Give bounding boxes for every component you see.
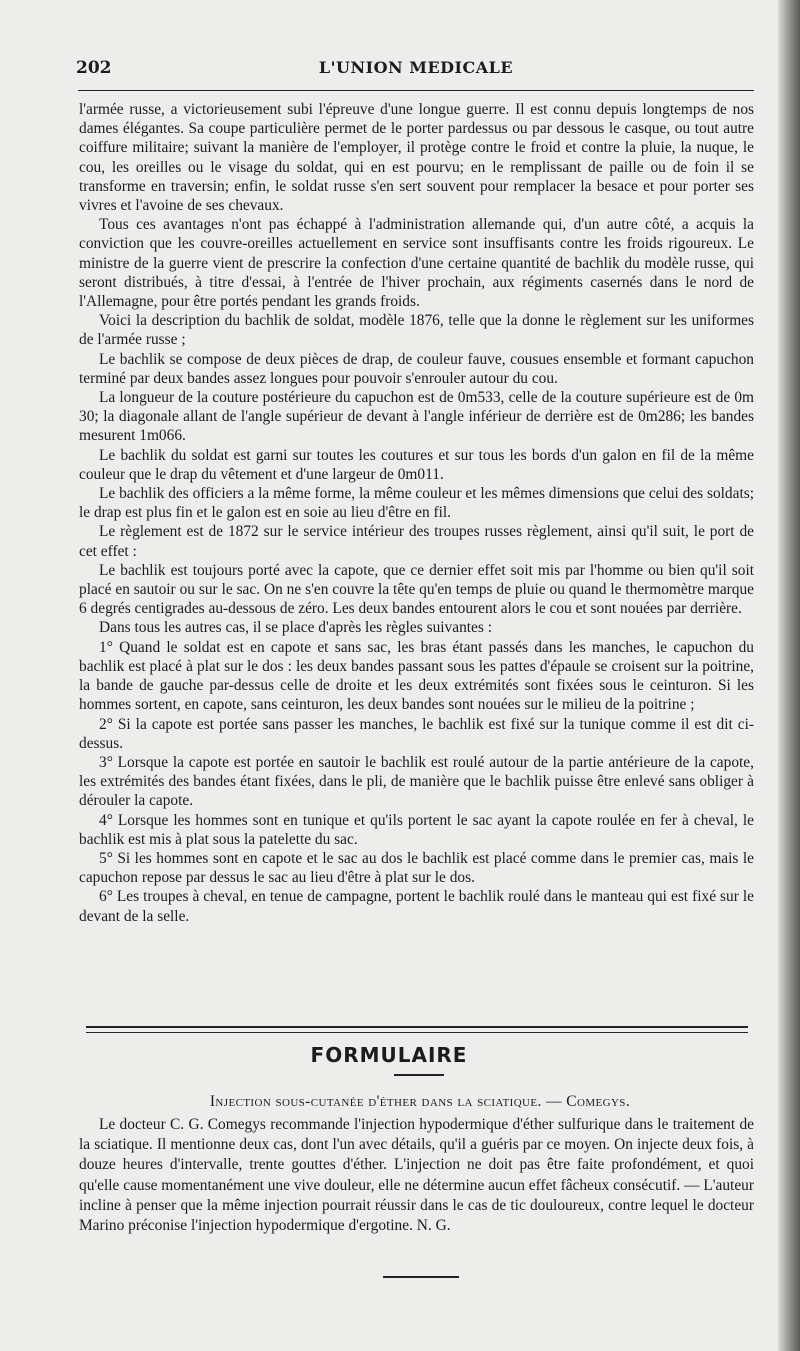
- paragraph: Le bachlik est toujours porté avec la capote, que ce dernier effet soit mis par l'homme ou bien qu'il soit placé en sautoir ou sur le sac. On ne s'en couvre la tête qu'en temps de pluie ou quand le thermomètre marque 6 degrés centigrades au-dessous de zéro. Les deux bandes entourent alors le cou et sont nouées par derrière.: [79, 561, 754, 618]
- paragraph: 1° Quand le soldat est en capote et sans sac, les bras étant passés dans les manches, le capuchon du bachlik est placé à plat sur le dos : les deux bandes passant sous les pattes d'épaule se croisent sur la poitrine, la bande de gauche par-dessus celle de droite et les deux extrémités sont fixées sous le ceinturon. Si les hommes sortent, en capote, sans ceinturon, les deux bandes sont nouées sur le milieu de la poitrine ;: [79, 638, 754, 714]
- paragraph: l'armée russe, a victorieusement subi l'épreuve d'une longue guerre. Il est connu depuis longtemps de nos dames élégantes. Sa coupe particulière permet de le porter pardessus ou par dessous le casque, ou tout autre coiffure militaire; suivant la manière de l'employer, il protège contre le froid et contre la pluie, la nuque, le cou, les oreilles ou le visage du soldat, qui en est pourvu; en le remplissant de paille ou de foin il se transforme en traversin; enfin, le soldat russe s'en sert souvent pour remplacer la besace et pour porter ses vivres et l'avoine de ses chevaux.: [79, 101, 754, 215]
- paragraph: Le règlement est de 1872 sur le service intérieur des troupes russes règlement, ainsi qu'il suit, le port de cet effet :: [79, 523, 754, 560]
- paragraph: 6° Les troupes à cheval, en tenue de campagne, portent le bachlik roulé dans le manteau qui est fixé sur le devant de la selle.: [79, 888, 754, 925]
- paragraph: 3° Lorsque la capote est portée en sautoir le bachlik est roulé autour de la partie antérieure de la capote, les extrémités des bandes étant fixées, dans le pli, de manière que le bachlik puisse être enlevé sans obliger à dérouler la capote.: [79, 753, 754, 810]
- paragraph: Le bachlik des officiers a la même forme, la même couleur et les mêmes dimensions que celui des soldats; le drap est plus fin et le galon est en soie au lieu d'être en fil.: [79, 485, 754, 522]
- paragraph: Le docteur C. G. Comegys recommande l'injection hypodermique d'éther sulfurique dans le traitement de la sciatique. Il mentionne deux cas, dont l'un avec détails, qu'il a guéris par ce moyen. On injecte deux fois, à douze heures d'intervalle, trente gouttes d'éther. L'injection ne doit pas être faite profondément, et quoi qu'elle cause momentanément une vive douleur, elle ne détermine aucun effet fâcheux consécutif. — L'auteur incline à penser que la même injection pourrait réussir dans le cas de tic douloureux, contre lequel le docteur Marino préconise l'injection hypodermique d'ergotine. N. G.: [79, 1116, 754, 1235]
- paragraph: Le bachlik se compose de deux pièces de drap, de couleur fauve, cousues ensemble et formant capuchon terminé par deux bandes assez longues pour pouvoir s'enrouler autour du cou.: [79, 350, 754, 387]
- end-rule: [383, 1276, 459, 1278]
- article-body: [79, 100, 754, 926]
- paragraph: 5° Si les hommes sont en capote et le sac au dos le bachlik est placé comme dans le premier cas, mais le capuchon repose par dessus le sac au lieu d'être à plat sur le dos.: [79, 849, 754, 887]
- page-edge: [778, 0, 800, 1351]
- paragraph: 2° Si la capote est portée sans passer les manches, le bachlik est fixé sur la tunique comme il est dit ci-dessus.: [79, 715, 754, 752]
- journal-title: L'UNION MEDICALE: [318, 58, 514, 77]
- paragraph: Le bachlik du soldat est garni sur toutes les coutures et sur tous les bords d'un galon en fil de la même couleur que le drap du vêtement et d'une largeur de 0m011.: [79, 446, 754, 483]
- formulaire-text: [79, 1115, 754, 1236]
- paragraph: Voici la description du bachlik de soldat, modèle 1876, telle que la donne le règlement sur les uniformes de l'armée russe ;: [79, 312, 754, 349]
- paragraph: Tous ces avantages n'ont pas échappé à l'administration allemande qui, d'un autre côté, a acquis la conviction que les couvre-oreilles actuellement en service sont insuffisants contre les froids rigoureux. Le ministre de la guerre vient de prescrire la confection d'une certaine quantité de bachlik du modèle russe, qui seront distribués, à titre d'essai, à l'entrée de l'hiver prochain, aux régiments casernés dans le nord de l'Allemagne, pour être portés pendant les grands froids.: [79, 216, 754, 311]
- page-number: 202: [76, 58, 112, 78]
- header-rule: [78, 90, 754, 91]
- running-head: [76, 58, 756, 82]
- paragraph: 4° Lorsque les hommes sont en tunique et qu'ils portent le sac ayant la capote roulée en fer à cheval, le bachlik est mis à plat sous la patelette du sac.: [79, 811, 754, 848]
- section-title: FORMULAIRE: [310, 1043, 468, 1067]
- section-rule: [86, 1026, 748, 1033]
- paragraph: La longueur de la couture postérieure du capuchon est de 0m533, celle de la couture supérieure est de 0m 30; la diagonale allant de l'angle supérieur de devant à l'angle inférieur de derrière est de 0m286; les bandes mesurent 1m066.: [79, 389, 754, 445]
- article-title: Injection sous-cutanée d'éther dans la sciatique. — Comegys.: [209, 1093, 631, 1110]
- title-rule: [394, 1074, 444, 1076]
- paragraph: Dans tous les autres cas, il se place d'après les règles suivantes :: [99, 619, 492, 637]
